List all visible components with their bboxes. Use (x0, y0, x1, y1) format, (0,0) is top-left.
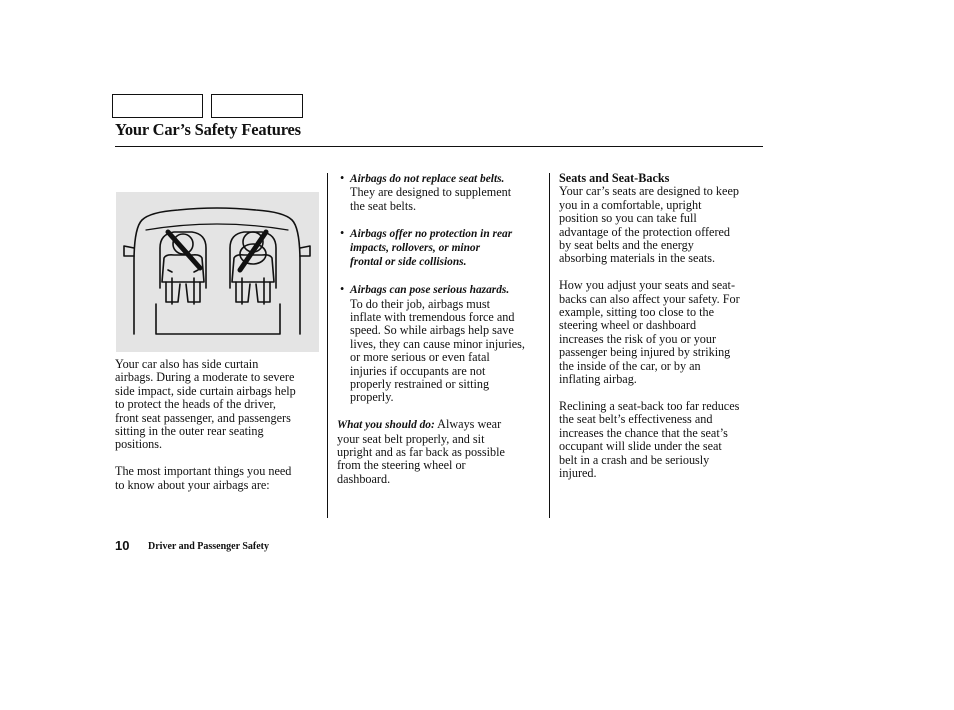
column-3-text (559, 172, 767, 480)
car-interior-illustration (116, 192, 319, 352)
seats-heading: Seats and Seat-Backs (559, 171, 670, 185)
bullet-icon: • (340, 282, 345, 297)
bullet-item-seat-belts: • Airbags do not replace seat belts. They are designed to supplement the seat belts. (340, 171, 512, 213)
seats-paragraph-3: Reclining a seat-back too far reduces the seat belt’s effectiveness and increases the chance that the seat’s occupant will slide under the seat belt in a crash and be seriously injured. (559, 398, 740, 480)
column-1-text (115, 358, 325, 492)
airbag-diagram-svg (116, 192, 319, 352)
bullet-item-serious-hazards: • Airbags can pose serious hazards. To do their job, airbags must inflate with tremendous force and speed. So while airbags help save lives, they can cause minor injuries, or more serious or even fatal injuries if occupants are not properly restrained or sitting properly. (340, 282, 525, 405)
header-tab-box-left (112, 94, 203, 118)
side-curtain-paragraph: Your car also has side curtain airbags. During a moderate to severe side impact, side curtain airbags help to protect the heads of the driver, front seat passenger, and passengers sitting in the outer rear seating positions. (115, 357, 296, 452)
section-footer: Driver and Passenger Safety (148, 541, 270, 552)
title-rule (115, 146, 763, 147)
column-divider-1 (327, 173, 328, 518)
column-2-text (337, 172, 547, 486)
page-number: 10 (115, 538, 130, 553)
column-divider-2 (549, 173, 550, 518)
page-title: Your Car’s Safety Features (115, 120, 301, 139)
right-occupant (230, 232, 276, 304)
seats-paragraph-2: How you adjust your seats and seat- backs can also affect your safety. For example, sitting too close to the steering wheel or dashboard increases the risk of you or your passenger being injured by striking the inside of the car, or by an inflating airbag. (559, 278, 740, 387)
airbag-intro-paragraph: The most important things you need to know about your airbags are: (115, 464, 292, 492)
bullet-icon: • (340, 225, 345, 240)
what-you-should-do-paragraph: What you should do: Always wear your seat belt properly, and sit upright and as far back as possible from the steering wheel or dashboard. (337, 417, 505, 486)
bullet-item-no-protection: • Airbags offer no protection in rear impacts, rollovers, or minor frontal or side collisions. (340, 225, 513, 269)
bullet-icon: • (340, 171, 345, 185)
header-tab-box-right (211, 94, 303, 118)
car-body-outline (134, 208, 300, 334)
left-occupant (160, 232, 206, 304)
seats-paragraph-1: Your car’s seats are designed to keep you in a comfortable, upright position so you can take full advantage of the protection offered by seat belts and the energy absorbing materials in the seats. (559, 184, 739, 266)
